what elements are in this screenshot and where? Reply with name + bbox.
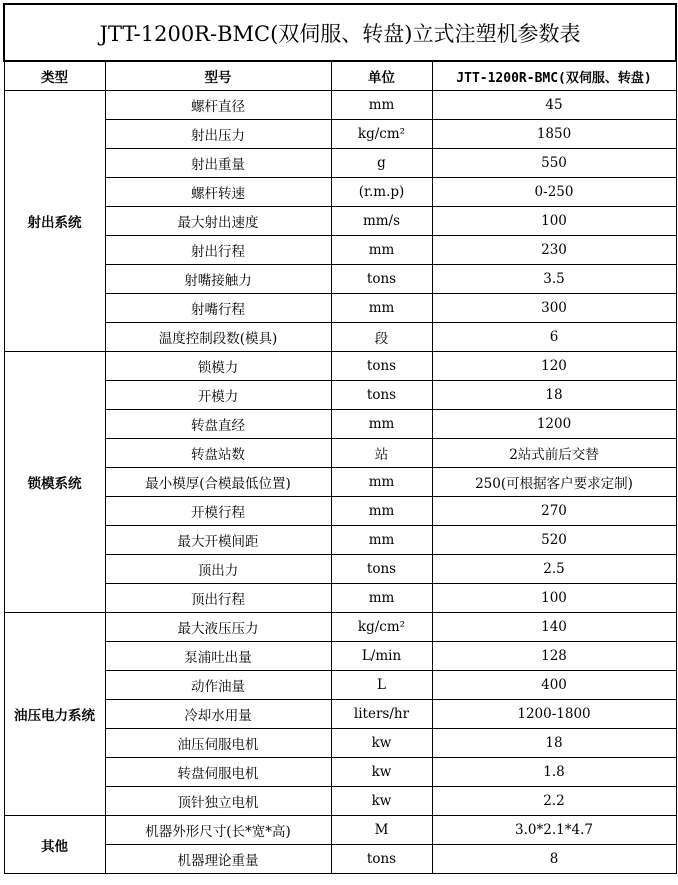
table-row (4, 700, 676, 729)
value-cell: 3.0*2.1*4.7 (432, 816, 676, 845)
unit-cell: (r.m.p) (331, 178, 432, 207)
unit-cell: g (331, 149, 432, 178)
parameter-name-cell: 转盘站数 (105, 439, 331, 468)
value-cell: 3.5 (432, 265, 676, 294)
value-cell: 18 (432, 729, 676, 758)
parameter-name-cell: 射出压力 (105, 120, 331, 149)
unit-cell: mm (331, 526, 432, 555)
unit-cell: mm/s (331, 207, 432, 236)
value-cell: 6 (432, 323, 676, 352)
value-cell: 18 (432, 381, 676, 410)
table-row (4, 149, 676, 178)
header-row (4, 61, 676, 91)
spec-table (3, 3, 677, 874)
table-row (4, 178, 676, 207)
value-cell: 520 (432, 526, 676, 555)
table-row (4, 468, 676, 497)
table-row (4, 584, 676, 613)
table-row (4, 845, 676, 874)
value-cell: 0-250 (432, 178, 676, 207)
unit-cell: mm (331, 294, 432, 323)
parameter-name-cell: 油压伺服电机 (105, 729, 331, 758)
unit-cell: kw (331, 758, 432, 787)
value-cell: 2.2 (432, 787, 676, 816)
spec-body (4, 91, 676, 874)
unit-cell: tons (331, 381, 432, 410)
parameter-name-cell: 机器外形尺寸(长*宽*高) (105, 816, 331, 845)
table-row (4, 207, 676, 236)
header-category: 类型 (4, 61, 105, 91)
category-cell: 油压电力系统 (4, 613, 105, 816)
value-cell: 100 (432, 584, 676, 613)
value-cell: 120 (432, 352, 676, 381)
parameter-name-cell: 动作油量 (105, 671, 331, 700)
table-row (4, 323, 676, 352)
table-row (4, 729, 676, 758)
value-cell: 1200-1800 (432, 700, 676, 729)
unit-cell: kw (331, 787, 432, 816)
value-cell: 250(可根据客户要求定制) (432, 468, 676, 497)
parameter-name-cell: 最大射出速度 (105, 207, 331, 236)
parameter-name-cell: 泵浦吐出量 (105, 642, 331, 671)
header-unit: 单位 (331, 61, 432, 91)
value-cell: 128 (432, 642, 676, 671)
parameter-name-cell: 射出行程 (105, 236, 331, 265)
table-row (4, 236, 676, 265)
parameter-name-cell: 转盘伺服电机 (105, 758, 331, 787)
parameter-name-cell: 机器理论重量 (105, 845, 331, 874)
parameter-name-cell: 开模力 (105, 381, 331, 410)
value-cell: 1850 (432, 120, 676, 149)
value-cell: 8 (432, 845, 676, 874)
table-row (4, 758, 676, 787)
table-row (4, 787, 676, 816)
table-row (4, 613, 676, 642)
unit-cell: M (331, 816, 432, 845)
unit-cell: kg/cm² (331, 120, 432, 149)
value-cell: 140 (432, 613, 676, 642)
spec-sheet (3, 3, 677, 874)
table-row (4, 497, 676, 526)
table-row (4, 352, 676, 381)
table-row (4, 642, 676, 671)
unit-cell: tons (331, 845, 432, 874)
table-row (4, 381, 676, 410)
table-row (4, 265, 676, 294)
parameter-name-cell: 顶出行程 (105, 584, 331, 613)
parameter-name-cell: 射嘴接触力 (105, 265, 331, 294)
parameter-name-cell: 最大液压压力 (105, 613, 331, 642)
unit-cell: mm (331, 497, 432, 526)
parameter-name-cell: 最小模厚(合模最低位置) (105, 468, 331, 497)
value-cell: 400 (432, 671, 676, 700)
parameter-name-cell: 锁模力 (105, 352, 331, 381)
unit-cell: mm (331, 91, 432, 120)
header-model: 型号 (105, 61, 331, 91)
value-cell: 1.8 (432, 758, 676, 787)
table-row (4, 671, 676, 700)
table-row (4, 91, 676, 120)
unit-cell: tons (331, 265, 432, 294)
value-cell: 45 (432, 91, 676, 120)
parameter-name-cell: 射出重量 (105, 149, 331, 178)
unit-cell: mm (331, 468, 432, 497)
unit-cell: 段 (331, 323, 432, 352)
unit-cell: liters/hr (331, 700, 432, 729)
table-row (4, 439, 676, 468)
parameter-name-cell: 射嘴行程 (105, 294, 331, 323)
unit-cell: tons (331, 352, 432, 381)
unit-cell: L/min (331, 642, 432, 671)
parameter-name-cell: 冷却水用量 (105, 700, 331, 729)
value-cell: 270 (432, 497, 676, 526)
category-cell: 其他 (4, 816, 105, 874)
value-cell: 300 (432, 294, 676, 323)
unit-cell: kw (331, 729, 432, 758)
table-title: JTT-1200R-BMC(双伺服、转盘)立式注塑机参数表 (4, 4, 676, 61)
table-row (4, 294, 676, 323)
table-row (4, 526, 676, 555)
value-cell: 100 (432, 207, 676, 236)
table-row (4, 816, 676, 845)
parameter-name-cell: 转盘直经 (105, 410, 331, 439)
table-row (4, 555, 676, 584)
unit-cell: mm (331, 584, 432, 613)
value-cell: 2.5 (432, 555, 676, 584)
table-row (4, 410, 676, 439)
value-cell: 230 (432, 236, 676, 265)
unit-cell: mm (331, 236, 432, 265)
unit-cell: 站 (331, 439, 432, 468)
unit-cell: tons (331, 555, 432, 584)
category-cell: 射出系统 (4, 91, 105, 352)
value-cell: 550 (432, 149, 676, 178)
value-cell: 1200 (432, 410, 676, 439)
unit-cell: mm (331, 410, 432, 439)
table-row (4, 120, 676, 149)
unit-cell: kg/cm² (331, 613, 432, 642)
value-cell: 2站式前后交替 (432, 439, 676, 468)
unit-cell: L (331, 671, 432, 700)
parameter-name-cell: 顶针独立电机 (105, 787, 331, 816)
parameter-name-cell: 顶出力 (105, 555, 331, 584)
parameter-name-cell: 最大开模间距 (105, 526, 331, 555)
parameter-name-cell: 开模行程 (105, 497, 331, 526)
header-value: JTT-1200R-BMC(双伺服、转盘) (432, 61, 676, 91)
parameter-name-cell: 螺杆直径 (105, 91, 331, 120)
category-cell: 锁模系统 (4, 352, 105, 613)
parameter-name-cell: 温度控制段数(模具) (105, 323, 331, 352)
parameter-name-cell: 螺杆转速 (105, 178, 331, 207)
